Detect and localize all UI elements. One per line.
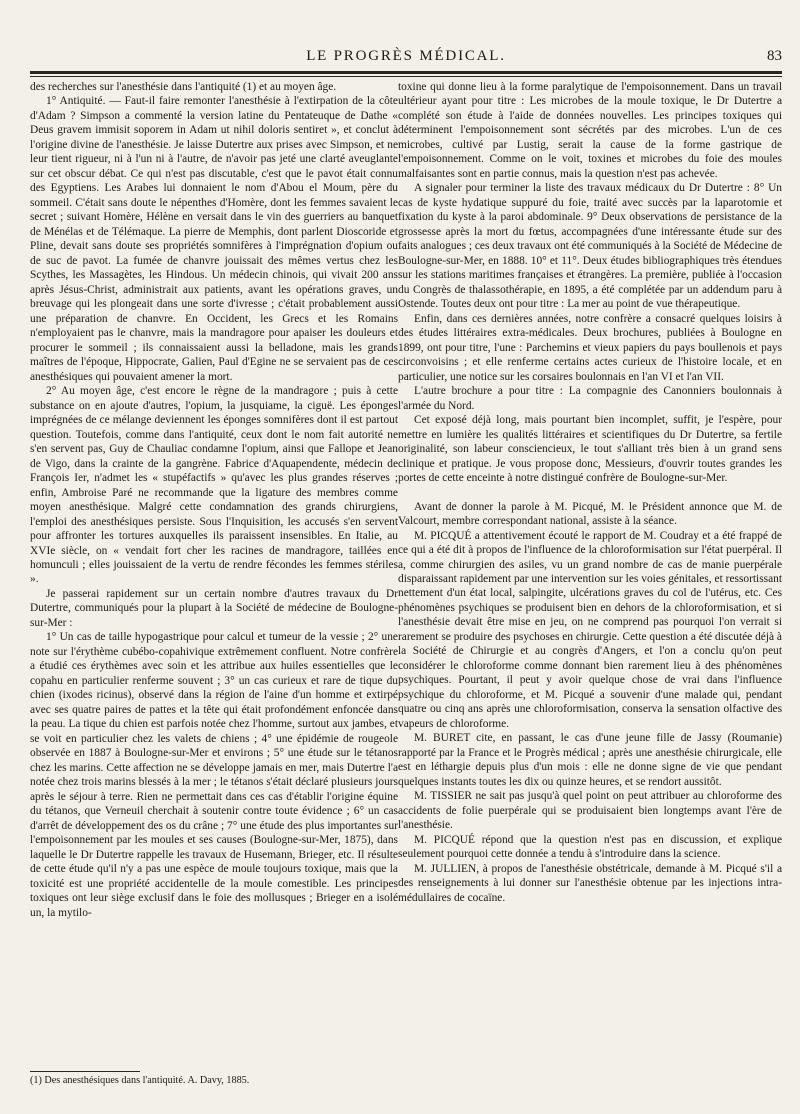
page-number: 83 — [767, 48, 782, 64]
paragraph: Enfin, dans ces dernières années, notre confrère a consacré quelques loisirs à des études littéraires extra-médicales. Deux brochures, publiées à Boulogne en 1899, ont pour titre, l'une : Parchemins et vieux papiers du pays boullenois et pays circonvoisins ; et elle renferme certains actes curieux de l'histoire locale, et en particulier, une notice sur les corsaires boulonnais en l'an VI et l'an VII. — [398, 312, 782, 383]
paragraph: 1° Antiquité. — Faut-il faire remonter l'anesthésie à l'extirpation de la côte d'Adam ? Simpson a commenté la version latine du Pentateuque de Dathe « Deus gravem immisit soporem in Adam ut nihil doloris sentiret », et conclut à l'origine divine de l'anesthésie. Je laisse Dutertre aux prises avec Simpson, et ne leur tient rigueur, ni à l'un ni à l'autre, de n'avoir pas jeté une clarté aveuglante sur cet obscur débat. Ce qui n'est pas discutable, c'est que le pavot était connu des Egyptiens. Les Arabes lui donnaient le nom d'Abou el Moum, père du sommeil. C'était sans doute le népenthes d'Homère, dont les femmes savaient le secret ; suivant Homère, Hélène en versait dans le vin des guerriers au banquet de Ménélas et de Télémaque. La pierre de Memphis, dont parlent Dioscoride et Pline, devait sans doute ses propriétés somnifères à l'imprégnation d'opium ou de suc de pavot. La fumée de chanvre jouissait des mêmes vertus chez les Scythes, les Massagètes, les Hindous. Un médecin chinois, qui vivait 200 ans après Jésus-Christ, administrait aux patients, avant les opérations graves, un breuvage qui les plongeait dans une sorte d'ivresse ; c'était probablement aussi une préparation de chanvre. En Occident, les Grecs et les Romains n'employaient pas le chanvre, mais la mandragore pour apaiser les douleurs et procurer le sommeil ; ils connaissaient aussi la belladone, mais les grands maîtres de l'époque, Hippocrate, Galien, Paul d'Egine ne se servaient pas de ces anesthésiques qui pouvaient amener la mort. — [30, 95, 398, 383]
left-column — [30, 80, 398, 920]
paragraph: M. PICQUÉ a attentivement écouté le rapport de M. Coudray et a été frappé de ce qui a été dit à propos de l'influence de la chloroformisation sur l'état puerpéral. Il a, comme chirurgien des asiles, vu un grand nombre de cas de manie puerpérale disparaissant rapidement par une intervention sur les voies génitales, et ressortissant nettement d'un état local, salpingite, ulcérations graves du col de l'utérus, etc. Ces phénomènes psychiques se produisent bien en dehors de la chloroformisation, et si l'anesthésie devait être mise en jeu, on ne comprend pas pourquoi l'on verrait si rarement se produire des psychoses en chirurgie. Cette question a été discutée déjà à la Société de Chirurgie et au congrès d'Angers, et l'on a conclu qu'on peut considérer le chloroforme comme donnant bien rarement lieu à des phénomènes psychiques. Pourtant, il peut y avoir quelque chose de vrai dans l'influence psychique du chloroforme, et M. Picqué a souvenir d'une malade qui, pendant quatre ou cinq ans après une chloroformisation, conserva la sensation olfactive des vapeurs de chloroforme. — [398, 529, 782, 730]
paragraph: 1° Un cas de taille hypogastrique pour calcul et tumeur de la vessie ; 2° une note sur l'érythème cubébo-copahivique extrêmement confluent. Notre confrère a étudié ces érythèmes avec soin et les attribue aux huiles essentielles que le copahu en particulier renferme souvent ; 3° un cas curieux et rare de tique du chien (ixodes ricinus), observé dans la région de l'aine d'un homme et extirpé avec ses quatre paires de pattes et la tête qui était profondément enfoncée dans la peau. La tique du chien est parfois notée chez l'homme, surtout aux jambes, et se voit en particulier chez les valets de chiens ; 4° une épidémie de rougeole observée en 1887 à Boulogne-sur-Mer et environs ; 5° une étude sur le tétanos chez les marins. Cette affection ne se développe jamais en mer, mais Dutertre l'a notée chez trois marins blessés à la mer ; le tétanos s'était déclaré plusieurs jours après le séjour à terre. Rien ne permettait dans ces cas d'établir l'origine équine du tétanos, que Verneuil cherchait à soutenir contre toute évidence ; 6° un cas d'arrêt de développement des os du crâne ; 7° une étude des plus importantes sur l'empoisonnement par les moules et ses causes (Boulogne-sur-Mer, 1875), dans laquelle le Dr Dutertre rappelle les travaux de Husemann, Brieger, etc. Il résulte de cette étude qu'il n'y a pas une espèce de moule toujours toxique, mais que la toxicité est une propriété accidentelle de la moule comestible. Les principes toxiques ont leur siège exclusif dans le foie des mollusques ; Brieger en a isolé un, la mytilo- — [30, 631, 398, 919]
header-rule-thin — [30, 76, 782, 77]
page-header — [30, 44, 782, 72]
paragraph: M. JULLIEN, à propos de l'anesthésie obstétricale, demande à M. Picqué s'il a des renseignements à lui donner sur l'anesthésie obtenue par les injections intra-médullaires de cocaïne. — [398, 862, 782, 904]
footnote-rule — [30, 1071, 140, 1072]
paragraph: toxine qui donne lieu à la forme paralytique de l'empoisonnement. Dans un travail ultérieur ayant pour titre : Les microbes de la moule toxique, le Dr Dutertre a complété son étude à l'aide de données nouvelles. Les principes toxiques qui déterminent l'empoisonnement sont sécrétés par des microbes. L'un de ces microbes, cultivé par Lustig, serait la cause de la forme gastrique de l'empoisonnement. Comme on le voit, toxines et microbes du foie des moules malfaisantes sont en partie connus, mais la question n'est pas achevée. — [398, 81, 782, 180]
paragraph: L'autre brochure a pour titre : La compagnie des Canonniers boulonnais à l'armée du Nord. — [398, 385, 782, 412]
right-column — [398, 80, 782, 905]
paragraph: A signaler pour terminer la liste des travaux médicaux du Dr Dutertre : 8° Un cas de kyste hydatique suppuré du foie, traité avec succès par la laparotomie et fixation du kyste à la paroi abdominale. 9° Deux observations de persistance de la grossesse après la mort du fœtus, accompagnées d'une intéressante étude sur des faits analogues ; ces deux travaux ont été communiqués à la Société de Médecine de Boulogne-sur-Mer, en 1888. 10° et 11°. Deux études bibliographiques très étendues sur les stations maritimes françaises et étrangères. La première, publiée à l'occasion du Congrès de thalassothérapie, en 1895, a été complétée par un addendum paru à Ostende. Toutes deux ont pour titre : La mer au point de vue thérapeutique. — [398, 182, 782, 311]
footnote: (1) Des anesthésiques dans l'antiquité. A. Davy, 1885. — [30, 1075, 250, 1086]
paragraph: M. TISSIER ne sait pas jusqu'à quel point on peut attribuer au chloroforme des accidents de folie puerpérale qui se produisaient bien longtemps avant l'ère de l'anesthésie. — [398, 790, 782, 832]
paragraph: Avant de donner la parole à M. Picqué, M. le Président annonce que M. de Valcourt, membre correspondant national, assiste à la séance. — [398, 500, 782, 528]
paragraph: Cet exposé déjà long, mais pourtant bien incomplet, suffit, je l'espère, pour mettre en lumière les qualités littéraires et scientifiques du Dr Dutertre, sa fertile originalité, son labeur consciencieux, le tout s'alliant très bien à un grand sens clinique et pratique. Je vous propose donc, Messieurs, d'ouvrir toutes grandes les portes de cette enceinte à notre distingué confrère de Boulogne-sur-Mer. — [398, 414, 782, 485]
paragraph: Je passerai rapidement sur un certain nombre d'autres travaux du Dr Dutertre, communiqués pour la plupart à la Société de médecine de Boulogne-sur-Mer : — [30, 587, 398, 629]
paragraph: 2° Au moyen âge, c'est encore le règne de la mandragore ; puis à cette substance on en ajoute d'autres, l'opium, la jusquiame, la ciguë. Les éponges imprégnées de ce mélange deviennent les éponges somnifères dont il est partout question. Toutefois, comme dans l'antiquité, ceux dont le nom fait autorité ne s'en servent pas, Guy de Chauliac condamne l'opium, ainsi que Fallope et Jean de Vigo, dans la crainte de la gangrène. Fabrice d'Aquapendente, médecin de François Ier, n'admet les « stupéfactifs » qu'avec les plus grandes réserves ; enfin, Ambroise Paré ne recommande que la ligature des membres comme moyen anesthésique. Malgré cette condamnation des grands chirurgiens, l'emploi des anesthésiques persiste. Sous l'Inquisition, les accusés s'en servent pour affronter les tortures auxquelles ils paraissent insensibles. En Italie, au XVIe siècle, on « vendait fort cher les racines de mandragore, taillées en homunculi ; elles jouissaient de la vertu de rendre fécondes les femmes stériles ». — [30, 385, 398, 586]
running-title: LE PROGRÈS MÉDICAL. — [306, 48, 506, 64]
header-rule — [30, 71, 782, 74]
paragraph: M. PICQUÉ répond que la question n'est pas en discussion, et explique seulement pourquoi cette donnée a tendu à s'introduire dans la science. — [398, 833, 782, 861]
paragraph: M. BURET cite, en passant, le cas d'une jeune fille de Jassy (Roumanie) rapporté par la France et le Progrès médical ; après une anesthésie chirurgicale, elle est en léthargie depuis plus d'un mois : elle ne donne signe de vie que pendant quelques instants toutes les dix ou quinze heures, et se rendort aussitôt. — [398, 732, 782, 788]
paragraph: des recherches sur l'anesthésie dans l'antiquité (1) et au moyen âge. — [30, 81, 337, 93]
